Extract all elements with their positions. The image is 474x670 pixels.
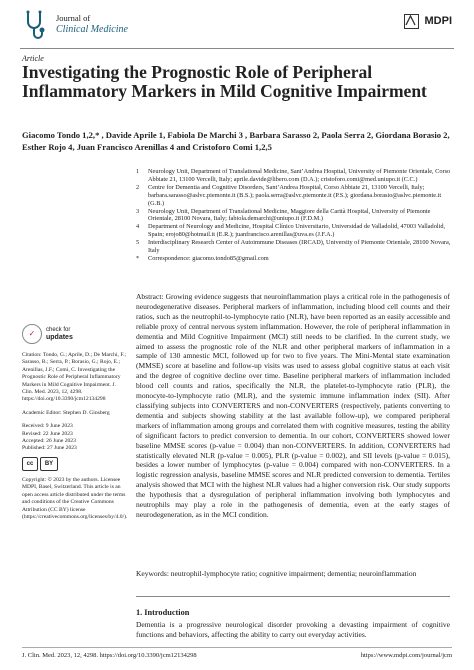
keywords: Keywords: neutrophil-lymphocyte ratio; cognitive impairment; dementia; neuroinflammation — [136, 569, 417, 578]
author-list — [22, 129, 462, 153]
author-line-1: Giacomo Tondo 1,2,* , Davide Aprile 1, Fabiola De Marchi 3 , Barbara Sarasso 2, Paola Serra 2, Giordana Borasio 2, — [22, 130, 450, 140]
affiliation-text: Department of Neurology and Medicine, Hospital Clínico Universitario, Universidad de Valladolid, 47003 Valladolid, Spain; erojo80@hotmail.it (E.R.); juanfrancisco.arenillas@uva.es (J.F.A.) — [148, 223, 446, 239]
header-divider — [20, 48, 454, 49]
journal-name-line2: Clinical Medicine — [56, 24, 128, 35]
check-for-updates-line2: updates — [46, 333, 73, 341]
affiliation-item — [136, 184, 456, 208]
affiliation-text: Neurology Unit, Department of Translational Medicine, Sant’Andrea Hospital, University of Piemonte Orientale, Corso Abbiate 21, 13100 Vercelli, Italy; aprile.davide@libero.com (D.A.); cristoforo.comi@med.uniupo.it (C.C.) — [148, 168, 451, 183]
publisher-logo — [404, 12, 453, 30]
correspondence-text: Correspondence: giacomo.tondo85@gmail.com — [148, 254, 269, 262]
affiliation-text: Centre for Dementia and Cognitive Disorders, Sant’Andrea Hospital, Corso Abbiate 21, 13100 Vercelli, Italy; barbara.sarasso@aslvc.piemonte.it (B.S.); paola.serra@aslvc.piemonte.it (P.S.); giordana.borasio@aslvc.piemonte.it (G.B.) — [148, 183, 442, 207]
publisher-name: MDPI — [424, 15, 452, 28]
check-for-updates-icon: ✓ — [22, 324, 42, 344]
affiliation-number: 4 — [136, 223, 140, 231]
footer-citation: J. Clin. Med. 2023, 12, 4298. https://doi.org/10.3390/jcm12134298 — [22, 652, 197, 659]
affiliation-item — [136, 223, 456, 239]
journal-logo-icon — [20, 10, 46, 42]
date-received: Received: 9 June 2023 — [22, 423, 73, 430]
keywords-divider — [136, 596, 450, 597]
affiliation-number: 5 — [136, 239, 140, 247]
affiliation-item — [136, 168, 456, 184]
footer-divider — [22, 647, 452, 648]
publisher-logo-icon — [404, 14, 419, 29]
affiliation-text: Neurology Unit, Department of Translational Medicine, Maggiore della Carità Hospital, University of Piemonte Orientale, 28100 Novara, Italy; fabiola.demarchi@uniupo.it (F.D.M.) — [148, 207, 431, 223]
affiliation-number: 3 — [136, 207, 140, 215]
cc-icon: cc — [22, 457, 38, 471]
affiliation-item — [136, 239, 456, 255]
abstract: Abstract: Growing evidence suggests that neuroinflammation plays a critical role in the pathogenesis of neurodegenerative diseases. Peripheral markers of inflammation, including blood cell counts and their ratios, such as the neutrophil-to-lymphocyte ratio (NLR), have been reported as an easily accessible and reliable proxy of central nervous system inflammation. However, the role of peripheral inflammation in dementia and Mild Cognitive Impairment (MCI) still needs to be clarified. In the current study, we aimed to assess the prognostic role of the NLR and other peripheral markers of inflammation in a sample of 130 amnestic MCI, followed up for two to five years. The Mini-Mental state examination (MMSE) score at baseline and follow-up visits was used to assess global cognitive status at each visit and the degree of cognitive decline over time. Baseline peripheral markers of inflammation included blood cell counts and ratios, specifically the NLR, the platelet-to-lymphocyte ratio (PLR), the monocyte-to-lymphocyte ratio (MLR), and the systemic immune inflammation index (SII). After classifying subjects into CONVERTERS and non-CONVERTERS (respectively, patients converting to dementia and subjects showing stability at the last available follow-up), we compared peripheral markers of inflammation among groups and correlated them with cognitive measures, testing the ability of significant factors to predict conversion to dementia. In our cohort, CONVERTERS showed lower baseline MMSE scores (p-value = 0.004) than non-CONVERTERS. In addition, CONVERTERS had statistically elevated NLR (p-value = 0.005), PLR (p-value = 0.002), and SII levels (p-value = 0.015), besides a lower number of lymphocytes (p-value = 0.004) compared with non-CONVERTERS. In a logistic regression analysis, baseline MMSE scores and NLR predicted conversion to dementia. Tertiles analysis showed that MCI with the highest NLR values had a higher conversion risk. Our study supports the hypothesis that a dysregulation of peripheral inflammation involving both lymphocytes and neutrophils may play a role in the pathogenesis of dementia, even at the early stages of neurodegeneration, as in the MCI condition. — [136, 292, 450, 519]
affiliation-item — [136, 208, 456, 224]
article-title: Investigating the Prognostic Role of Peripheral Inflammatory Markers in Mild Cognitive Impairment — [22, 62, 427, 101]
date-published: Published: 27 June 2023 — [22, 445, 77, 452]
affiliation-number: 1 — [136, 168, 140, 175]
section-heading: 1. Introduction — [136, 608, 190, 617]
article-type: Article — [22, 54, 44, 63]
correspondence — [136, 255, 456, 263]
affiliations — [136, 168, 456, 263]
affiliation-text: Interdisciplinary Research Center of Autoimmune Diseases (IRCAD), University of Piemonte Orientale, 28100 Novara, Italy — [148, 239, 451, 255]
date-revised: Revised: 22 June 2023 — [22, 430, 73, 437]
sidebar — [22, 324, 126, 527]
journal-name — [56, 13, 128, 35]
citation: Citation: Tondo, G.; Aprile, D.; De Marchi, F.; Sarasso, B.; Serra, P.; Borasio, G.; Rojo, E.; Arenillas, J.F.; Comi, C. Investigating the Prognostic Role of Peripheral Inflammatory Markers in Mild Cognitive Impairment. J. Clin. Med. 2023, 12, 4298. https://doi.org/10.3390/jcm12134298 — [22, 352, 126, 403]
affiliation-number: 2 — [136, 183, 140, 191]
check-for-updates-line1: check for — [46, 326, 71, 333]
cc-by-license-badge[interactable] — [22, 457, 126, 471]
author-line-2: Esther Rojo 4, Juan Francisco Arenillas 4 and Cristoforo Comi 1,2,5 — [22, 142, 272, 152]
by-icon: BY — [40, 457, 58, 471]
academic-editor: Academic Editor: Stephen D. Ginsberg — [22, 409, 110, 416]
check-for-updates-badge[interactable] — [22, 324, 126, 344]
date-accepted: Accepted: 26 June 2023 — [22, 438, 76, 445]
copyright: Copyright: © 2023 by the authors. Licensee MDPI, Basel, Switzerland. This article is an open access article distributed under the terms and conditions of the Creative Commons Attribution (CC BY) license (https://creativecommons.org/licenses/by/4.0/). — [22, 476, 128, 520]
introduction-text: Dementia is a progressive neurological disorder provoking a devasting impairment of cognitive functions and behaviors, affecting the ability to carry out everyday activities. — [136, 620, 450, 639]
page-footer — [22, 652, 452, 659]
journal-name-line1: Journal of — [56, 13, 91, 23]
footer-journal-link[interactable]: https://www.mdpi.com/journal/jcm — [360, 652, 452, 659]
affiliation-number: * — [136, 254, 140, 262]
